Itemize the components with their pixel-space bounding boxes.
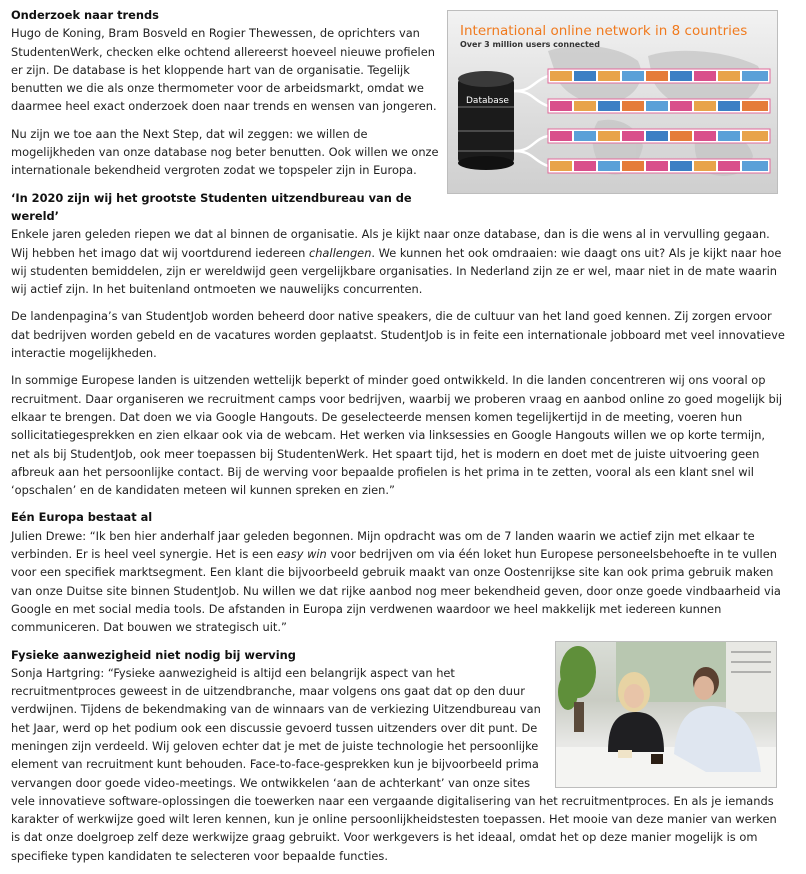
section-heading: Eén Europa bestaat al (11, 510, 153, 525)
paragraph: Nu zijn we toe aan the Next Step, dat wil zeggen: we willen de mogelijkheden van onze database nog beter benutten. Ook willen we onze internationale bekendheid vergroten zodat we topspeler zijn in Europa. (11, 126, 439, 178)
emphasis: challengen (308, 245, 372, 260)
paragraph: In sommige Europese landen is uitzenden wettelijk beperkt of minder goed ontwikkeld. In die landen concentreren wij ons vooral op recruitment. Daar organiseren we recruitment camps voor bedrijven, waarbij we proberen vraag en aanbod online zo goed mogelijk bij elkaar te brengen. Dat doen we via Google Hangouts. De geselecteerde mensen komen tegelijkertijd in de meeting, voeren hun sollicitatiegesprekken en zien elkaar ook via de webcam. Het werken via linksessies en Google Hangouts willen we op korte termijn, net als bij StudentJob, ook meer toepassen bij StudentenWerk. Het spaart tijd, het is modern en doet met de juiste uitvoering geen afbreuk aan het persoonlijke contact. Bij de werving voor bepaalde profielen is het prima in te zetten, vooral als een klant snel wil ‘opschalen’ en de kandidaten meteen wil kunnen spreken en zien.” (11, 373, 783, 498)
section-heading: ‘In 2020 zijn wij het grootste Studenten uitzendbureau van de wereld’ (11, 190, 412, 223)
database-label: Database (466, 96, 509, 106)
section-heading: Onderzoek naar trends (11, 8, 159, 22)
paragraph: Enkele jaren geleden riepen we dat al binnen de organisatie. Als je kijkt naar onze database, dan is die wens al in vervulling gegaan. Wij hebben het imago dat wij voortdurend iedereen challengen. We kunnen het ook omdraaien: wie daagt ons uit? Als je kijkt naar hoe wij studenten bemiddelen, zijn er wereldwijd geen vergelijkbare organisaties. In Nederland zijn ze er wel, maar niet in de mate waarin wij actief zijn. In het buitenland ontmoeten we nauwelijks concurrenten. (11, 227, 782, 297)
infographic-title: International online network in 8 countries (460, 23, 748, 39)
photo-spacer (556, 664, 786, 792)
paragraph: Hugo de Koning, Bram Bosveld en Rogier Thewessen, de oprichters van StudentenWerk, checken elke ochtend allereerst hoeveel nieuwe profielen er zijn. De database is het kloppende hart van de organisatie. Tegelijk benutten we die als onze thermometer voor de arbeidsmarkt, omdat we daarmee heel exact onderzoek doen naar trends en wensen van jongeren. (11, 26, 437, 114)
article-column (11, 6, 786, 874)
paragraph: Sonja Hartgring: “Fysieke aanwezigheid is altijd een belangrijk aspect van het recruitmentproces geweest in de uitzendbranche, maar volgens ons gaat dat op den duur verdwijnen. Tijdens de bekendmaking van de winnaars van de verkiezing Uitzendbureau van het Jaar, werd op het podium ook een discussie gevoerd tussen uitzenders over dit punt. De meningen zijn verdeeld. Wij geloven echter dat je met de juiste technologie het persoonlijke element van recruitment kunt behouden. Face-to-face-gesprekken kun je bijvoorbeeld prima vervangen door goede video-meetings. We ontwikkelen ‘aan de achterkant’ van onze sites vele innovatieve software-oplossingen die toewerken naar een vergaande digitalisering van het recruitmentproces. En als je iemands karakter of werkwijze goed wilt leren kennen, kun je online persoonlijkheidstesten toepassen. Het mooie van deze manier van werken is dat onze doelgroep zelf deze werkwijze graag gebruikt. Voor werkgevers is het ideaal, omdat het op deze manier mogelijk is om specifieke typen kandidaten te selecteren voor bepaalde functies. (11, 665, 777, 863)
paragraph: Julien Drewe: “Ik ben hier anderhalf jaar geleden begonnen. Mijn opdracht was om de 7 landen waarin we actief zijn met elkaar te verbinden. Er is heel veel synergie. Het is een easy win voor bedrijven om via één loket hun Europese personeelsbehoefte in te vullen voor een specifiek marktsegment. Een klant die bijvoorbeeld gebruik maakt van onze Oostenrijkse site kan ook prima gebruik maken van onze Duitse site binnen StudentJob. Nu willen we dat rijke aanbod nog meer bekendheid geven, door onze goede vindbaarheid via Google en met social media tools. De afstanden in Europa zijn verdwenen waardoor we heel makkelijk met iedereen kunnen communiceren. Dat bouwen we strategisch uit.” (11, 528, 781, 635)
section-heading: Fysieke aanwezigheid niet nodig bij werving (11, 647, 296, 662)
emphasis: easy win (276, 547, 327, 562)
paragraph: De landenpagina’s van StudentJob worden beheerd door native speakers, die de cultuur van het land goed kennen. Zij zorgen ervoor dat bedrijven worden gebeld en de vacatures worden geplaatst. StudentJob is in feite een internationale jobboard met veel innovatieve interactie mogelijkheden. (11, 309, 785, 361)
infographic-subtitle: Over 3 million users connected (460, 40, 600, 49)
